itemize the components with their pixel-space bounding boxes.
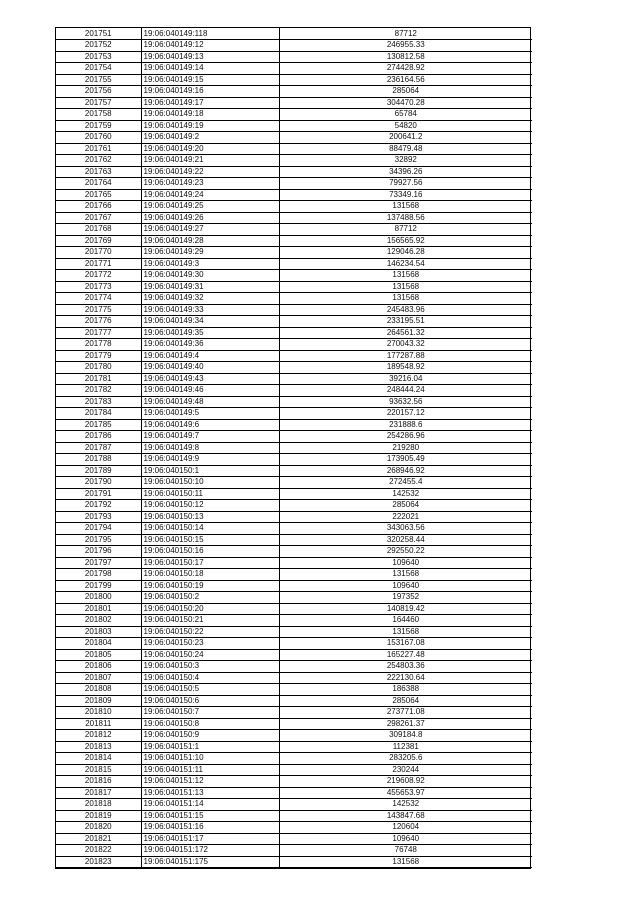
amount-cell: 248444.24: [386, 385, 425, 395]
table-row: [56, 557, 532, 569]
amount-cell: 245483.96: [386, 304, 425, 314]
cadastral-number-cell: 19:06:040149:29: [141, 247, 279, 259]
row-id-cell: 201774: [56, 293, 141, 305]
cadastral-number-cell: 19:06:040149:46: [141, 385, 279, 397]
cadastral-number-cell: 19:06:040150:20: [141, 603, 279, 615]
row-id-cell: 201820: [56, 822, 141, 834]
row-id-cell: 201781: [56, 373, 141, 385]
amount-cell: 186388: [392, 684, 420, 694]
row-id-cell: 201810: [56, 707, 141, 719]
amount-cell: 304470.28: [386, 97, 425, 107]
amount-cell: 73349.16: [389, 189, 423, 199]
row-id-cell: 201759: [56, 120, 141, 132]
row-id-cell: 201790: [56, 477, 141, 489]
row-id-cell: 201753: [56, 51, 141, 63]
cadastral-number-cell: 19:06:040149:6: [141, 419, 279, 431]
cadastral-number-cell: 19:06:040149:24: [141, 189, 279, 201]
cadastral-number-cell: 19:06:040151:16: [141, 822, 279, 834]
amount-cell: 264561.32: [386, 327, 425, 337]
cadastral-number-cell: 19:06:040149:17: [141, 97, 279, 109]
cadastral-number-cell: 19:06:040150:8: [141, 718, 279, 730]
row-id-cell: 201768: [56, 224, 141, 236]
amount-cell: 142532: [392, 488, 420, 498]
amount-cell: 39216.04: [389, 373, 423, 383]
row-id-cell: 201799: [56, 580, 141, 592]
table-row: [56, 201, 532, 213]
amount-cell: 131568: [392, 270, 420, 280]
amount-cell: 309184.8: [389, 730, 423, 740]
cadastral-number-cell: 19:06:040149:35: [141, 327, 279, 339]
amount-cell: 54820: [394, 120, 417, 130]
row-id-cell: 201793: [56, 511, 141, 523]
cadastral-number-cell: 19:06:040149:23: [141, 178, 279, 190]
amount-cell: 120604: [392, 822, 420, 832]
table-row: [56, 316, 532, 328]
row-id-cell: 201816: [56, 776, 141, 788]
cadastral-number-cell: 19:06:040150:6: [141, 695, 279, 707]
cadastral-number-cell: 19:06:040151:11: [141, 764, 279, 776]
table-row: [56, 569, 532, 581]
table-row: [56, 511, 532, 523]
row-id-cell: 201769: [56, 235, 141, 247]
amount-cell: 455653.97: [386, 787, 425, 797]
cadastral-number-cell: 19:06:040150:11: [141, 488, 279, 500]
table-row: [56, 465, 532, 477]
row-id-cell: 201756: [56, 86, 141, 98]
table-row: [56, 109, 532, 121]
cadastral-number-cell: 19:06:040149:43: [141, 373, 279, 385]
table-row: [56, 477, 532, 489]
cadastral-number-cell: 19:06:040149:27: [141, 224, 279, 236]
table-row: [56, 419, 532, 431]
table-row: [56, 178, 532, 190]
cadastral-number-cell: 19:06:040150:9: [141, 730, 279, 742]
table-row: [56, 40, 532, 52]
amount-cell: 285064: [392, 500, 420, 510]
row-id-cell: 201808: [56, 684, 141, 696]
cadastral-number-cell: 19:06:040150:19: [141, 580, 279, 592]
cadastral-number-cell: 19:06:040149:28: [141, 235, 279, 247]
row-id-cell: 201802: [56, 615, 141, 627]
row-id-cell: 201783: [56, 396, 141, 408]
amount-cell: 298261.37: [386, 718, 425, 728]
table-row: [56, 500, 532, 512]
row-id-cell: 201752: [56, 40, 141, 52]
table-row: [56, 672, 532, 684]
table-row: [56, 132, 532, 144]
row-id-cell: 201778: [56, 339, 141, 351]
cadastral-number-cell: 19:06:040150:2: [141, 592, 279, 604]
cadastral-number-cell: 19:06:040150:15: [141, 534, 279, 546]
cadastral-number-cell: 19:06:040151:15: [141, 810, 279, 822]
row-id-cell: 201787: [56, 442, 141, 454]
cadastral-number-cell: 19:06:040150:4: [141, 672, 279, 684]
cadastral-number-cell: 19:06:040150:22: [141, 626, 279, 638]
cadastral-number-cell: 19:06:040149:14: [141, 63, 279, 75]
data-table: [56, 28, 532, 868]
table-row: [56, 580, 532, 592]
cadastral-number-cell: 19:06:040150:7: [141, 707, 279, 719]
amount-cell: 220157.12: [386, 408, 425, 418]
table-row: [56, 592, 532, 604]
cadastral-number-cell: 19:06:040150:23: [141, 638, 279, 650]
amount-cell: 88479.48: [389, 143, 423, 153]
amount-cell: 268946.92: [386, 465, 425, 475]
row-id-cell: 201804: [56, 638, 141, 650]
cadastral-number-cell: 19:06:040149:25: [141, 201, 279, 213]
row-id-cell: 201800: [56, 592, 141, 604]
table-row: [56, 546, 532, 558]
table-row: [56, 649, 532, 661]
row-id-cell: 201754: [56, 63, 141, 75]
amount-cell: 131568: [392, 856, 420, 866]
table-row: [56, 373, 532, 385]
table-row: [56, 707, 532, 719]
amount-cell: 109640: [392, 557, 420, 567]
cadastral-number-cell: 19:06:040149:34: [141, 316, 279, 328]
row-id-cell: 201813: [56, 741, 141, 753]
amount-cell: 343063.56: [386, 523, 425, 533]
table-row: [56, 822, 532, 834]
cadastral-number-cell: 19:06:040149:15: [141, 74, 279, 86]
amount-cell: 65784: [394, 109, 417, 119]
amount-cell: 109640: [392, 580, 420, 590]
amount-cell: 153167.08: [386, 638, 425, 648]
row-id-cell: 201765: [56, 189, 141, 201]
amount-cell: 130812.58: [386, 51, 425, 61]
row-id-cell: 201818: [56, 799, 141, 811]
amount-cell: 173905.49: [386, 454, 425, 464]
amount-cell: 177287.88: [386, 350, 425, 360]
amount-cell: 109640: [392, 833, 420, 843]
row-id-cell: 201815: [56, 764, 141, 776]
table-row: [56, 408, 532, 420]
table-row: [56, 258, 532, 270]
table-row: [56, 626, 532, 638]
cadastral-number-cell: 19:06:040151:172: [141, 845, 279, 857]
table-row: [56, 155, 532, 167]
amount-cell: 87712: [394, 224, 417, 234]
row-id-cell: 201773: [56, 281, 141, 293]
row-id-cell: 201777: [56, 327, 141, 339]
cadastral-number-cell: 19:06:040149:13: [141, 51, 279, 63]
table-row: [56, 63, 532, 75]
cadastral-number-cell: 19:06:040151:14: [141, 799, 279, 811]
table-row: [56, 488, 532, 500]
table-row: [56, 74, 532, 86]
amount-cell: 34396.26: [389, 166, 423, 176]
cadastral-number-cell: 19:06:040151:1: [141, 741, 279, 753]
table-row: [56, 350, 532, 362]
table-row: [56, 695, 532, 707]
table-row: [56, 28, 532, 40]
data-table-container: [55, 27, 531, 869]
cadastral-number-cell: 19:06:040150:24: [141, 649, 279, 661]
row-id-cell: 201786: [56, 431, 141, 443]
cadastral-number-cell: 19:06:040149:18: [141, 109, 279, 121]
cadastral-number-cell: 19:06:040149:2: [141, 132, 279, 144]
cadastral-number-cell: 19:06:040149:8: [141, 442, 279, 454]
cadastral-number-cell: 19:06:040150:1: [141, 465, 279, 477]
table-row: [56, 845, 532, 857]
cadastral-number-cell: 19:06:040150:13: [141, 511, 279, 523]
row-id-cell: 201819: [56, 810, 141, 822]
amount-cell: 254803.36: [386, 661, 425, 671]
table-body: [56, 28, 532, 868]
row-id-cell: 201797: [56, 557, 141, 569]
cadastral-number-cell: 19:06:040149:9: [141, 454, 279, 466]
row-id-cell: 201763: [56, 166, 141, 178]
table-row: [56, 281, 532, 293]
cadastral-number-cell: 19:06:040149:12: [141, 40, 279, 52]
table-row: [56, 86, 532, 98]
cadastral-number-cell: 19:06:040149:22: [141, 166, 279, 178]
amount-cell: 273771.08: [386, 707, 425, 717]
row-id-cell: 201751: [56, 28, 141, 40]
row-id-cell: 201796: [56, 546, 141, 558]
amount-cell: 131568: [392, 293, 420, 303]
amount-cell: 254286.96: [386, 431, 425, 441]
row-id-cell: 201757: [56, 97, 141, 109]
row-id-cell: 201817: [56, 787, 141, 799]
cadastral-number-cell: 19:06:040149:48: [141, 396, 279, 408]
table-row: [56, 523, 532, 535]
row-id-cell: 201770: [56, 247, 141, 259]
cadastral-number-cell: 19:06:040150:5: [141, 684, 279, 696]
cadastral-number-cell: 19:06:040149:33: [141, 304, 279, 316]
table-row: [56, 810, 532, 822]
row-id-cell: 201821: [56, 833, 141, 845]
cadastral-number-cell: 19:06:040150:18: [141, 569, 279, 581]
row-id-cell: 201798: [56, 569, 141, 581]
cadastral-number-cell: 19:06:040151:17: [141, 833, 279, 845]
table-row: [56, 442, 532, 454]
cadastral-number-cell: 19:06:040150:14: [141, 523, 279, 535]
table-row: [56, 362, 532, 374]
cadastral-number-cell: 19:06:040149:26: [141, 212, 279, 224]
table-row: [56, 247, 532, 259]
table-row: [56, 730, 532, 742]
table-row: [56, 718, 532, 730]
amount-cell: 230244: [392, 764, 420, 774]
row-id-cell: 201760: [56, 132, 141, 144]
cadastral-number-cell: 19:06:040150:12: [141, 500, 279, 512]
table-row: [56, 603, 532, 615]
table-row: [56, 385, 532, 397]
row-id-cell: 201761: [56, 143, 141, 155]
cadastral-number-cell: 19:06:040151:12: [141, 776, 279, 788]
amount-cell: 87712: [394, 28, 417, 38]
table-row: [56, 534, 532, 546]
cadastral-number-cell: 19:06:040150:16: [141, 546, 279, 558]
row-id-cell: 201776: [56, 316, 141, 328]
table-row: [56, 454, 532, 466]
amount-cell: 131568: [392, 626, 420, 636]
row-id-cell: 201782: [56, 385, 141, 397]
table-row: [56, 776, 532, 788]
cadastral-number-cell: 19:06:040151:13: [141, 787, 279, 799]
amount-cell: 200641.2: [389, 132, 423, 142]
amount-cell: 131568: [392, 201, 420, 211]
amount-cell: 164460: [392, 615, 420, 625]
cadastral-number-cell: 19:06:040149:4: [141, 350, 279, 362]
row-id-cell: 201785: [56, 419, 141, 431]
row-id-cell: 201791: [56, 488, 141, 500]
row-id-cell: 201812: [56, 730, 141, 742]
row-id-cell: 201794: [56, 523, 141, 535]
amount-cell: 112381: [392, 741, 419, 751]
amount-cell: 146234.54: [386, 258, 425, 268]
cadastral-number-cell: 19:06:040150:17: [141, 557, 279, 569]
table-row: [56, 51, 532, 63]
amount-cell: 137488.56: [386, 212, 425, 222]
table-row: [56, 787, 532, 799]
amount-cell: 143847.68: [386, 810, 425, 820]
table-row: [56, 396, 532, 408]
cadastral-number-cell: 19:06:040149:3: [141, 258, 279, 270]
amount-cell: 292550.22: [386, 546, 425, 556]
cadastral-number-cell: 19:06:040149:21: [141, 155, 279, 167]
amount-cell: 283205.6: [389, 753, 423, 763]
row-id-cell: 201788: [56, 454, 141, 466]
amount-cell: 222021: [392, 511, 420, 521]
table-row: [56, 684, 532, 696]
cadastral-number-cell: 19:06:040150:3: [141, 661, 279, 673]
cadastral-number-cell: 19:06:040149:32: [141, 293, 279, 305]
cadastral-number-cell: 19:06:040149:7: [141, 431, 279, 443]
table-row: [56, 120, 532, 132]
row-id-cell: 201795: [56, 534, 141, 546]
amount-cell: 156565.92: [386, 235, 425, 245]
cadastral-number-cell: 19:06:040149:5: [141, 408, 279, 420]
cadastral-number-cell: 19:06:040150:21: [141, 615, 279, 627]
row-id-cell: 201755: [56, 74, 141, 86]
cadastral-number-cell: 19:06:040149:16: [141, 86, 279, 98]
row-id-cell: 201789: [56, 465, 141, 477]
cadastral-number-cell: 19:06:040149:118: [141, 28, 279, 40]
row-id-cell: 201784: [56, 408, 141, 420]
table-row: [56, 235, 532, 247]
row-id-cell: 201807: [56, 672, 141, 684]
row-id-cell: 201764: [56, 178, 141, 190]
amount-cell: 131568: [392, 569, 420, 579]
amount-cell: 219608.92: [386, 776, 425, 786]
amount-cell: 142532: [392, 799, 420, 809]
row-id-cell: 201806: [56, 661, 141, 673]
amount-cell: 270043.32: [386, 339, 425, 349]
amount-cell: 274428.92: [386, 63, 425, 73]
amount-cell: 32892: [394, 155, 417, 165]
amount-cell: 131568: [392, 281, 420, 291]
cadastral-number-cell: 19:06:040149:40: [141, 362, 279, 374]
table-row: [56, 166, 532, 178]
row-id-cell: 201772: [56, 270, 141, 282]
amount-cell: 140819.42: [386, 603, 425, 613]
amount-cell: 320258.44: [386, 534, 425, 544]
cadastral-number-cell: 19:06:040149:36: [141, 339, 279, 351]
amount-cell: 233195.51: [386, 316, 425, 326]
table-row: [56, 638, 532, 650]
table-row: [56, 856, 532, 868]
row-id-cell: 201805: [56, 649, 141, 661]
amount-cell: 76748: [394, 845, 417, 855]
table-row: [56, 143, 532, 155]
table-row: [56, 764, 532, 776]
table-row: [56, 97, 532, 109]
row-id-cell: 201775: [56, 304, 141, 316]
row-id-cell: 201780: [56, 362, 141, 374]
table-row: [56, 339, 532, 351]
table-row: [56, 741, 532, 753]
row-id-cell: 201762: [56, 155, 141, 167]
amount-cell: 236164.56: [386, 74, 425, 84]
amount-cell: 272455.4: [389, 477, 423, 487]
table-row: [56, 661, 532, 673]
table-row: [56, 224, 532, 236]
table-row: [56, 799, 532, 811]
row-id-cell: 201823: [56, 856, 141, 868]
row-id-cell: 201822: [56, 845, 141, 857]
table-row: [56, 833, 532, 845]
table-row: [56, 304, 532, 316]
row-id-cell: 201792: [56, 500, 141, 512]
cadastral-number-cell: 19:06:040149:20: [141, 143, 279, 155]
table-row: [56, 293, 532, 305]
row-id-cell: 201811: [56, 718, 141, 730]
row-id-cell: 201814: [56, 753, 141, 765]
row-id-cell: 201779: [56, 350, 141, 362]
table-row: [56, 270, 532, 282]
amount-cell: 93632.56: [389, 396, 423, 406]
amount-cell: 285064: [392, 86, 420, 96]
row-id-cell: 201801: [56, 603, 141, 615]
row-id-cell: 201758: [56, 109, 141, 121]
cadastral-number-cell: 19:06:040149:30: [141, 270, 279, 282]
amount-cell: 231888.6: [389, 419, 423, 429]
amount-cell: 197352: [392, 592, 420, 602]
table-row: [56, 212, 532, 224]
row-id-cell: 201767: [56, 212, 141, 224]
row-id-cell: 201803: [56, 626, 141, 638]
cadastral-number-cell: 19:06:040150:10: [141, 477, 279, 489]
amount-cell: 219280: [392, 442, 420, 452]
amount-cell: 129046.28: [386, 247, 425, 257]
table-row: [56, 327, 532, 339]
cadastral-number-cell: 19:06:040149:19: [141, 120, 279, 132]
amount-cell: 189548.92: [386, 362, 425, 372]
table-row: [56, 615, 532, 627]
table-row: [56, 189, 532, 201]
amount-cell: 246955.33: [386, 40, 425, 50]
row-id-cell: 201809: [56, 695, 141, 707]
amount-cell: 222130.64: [386, 672, 425, 682]
table-row: [56, 753, 532, 765]
row-id-cell: 201766: [56, 201, 141, 213]
cadastral-number-cell: 19:06:040151:175: [141, 856, 279, 868]
row-id-cell: 201771: [56, 258, 141, 270]
amount-cell: 165227.48: [386, 649, 425, 659]
amount-cell: 79927.56: [389, 178, 423, 188]
cadastral-number-cell: 19:06:040151:10: [141, 753, 279, 765]
cadastral-number-cell: 19:06:040149:31: [141, 281, 279, 293]
amount-cell: 285064: [392, 695, 420, 705]
table-row: [56, 431, 532, 443]
